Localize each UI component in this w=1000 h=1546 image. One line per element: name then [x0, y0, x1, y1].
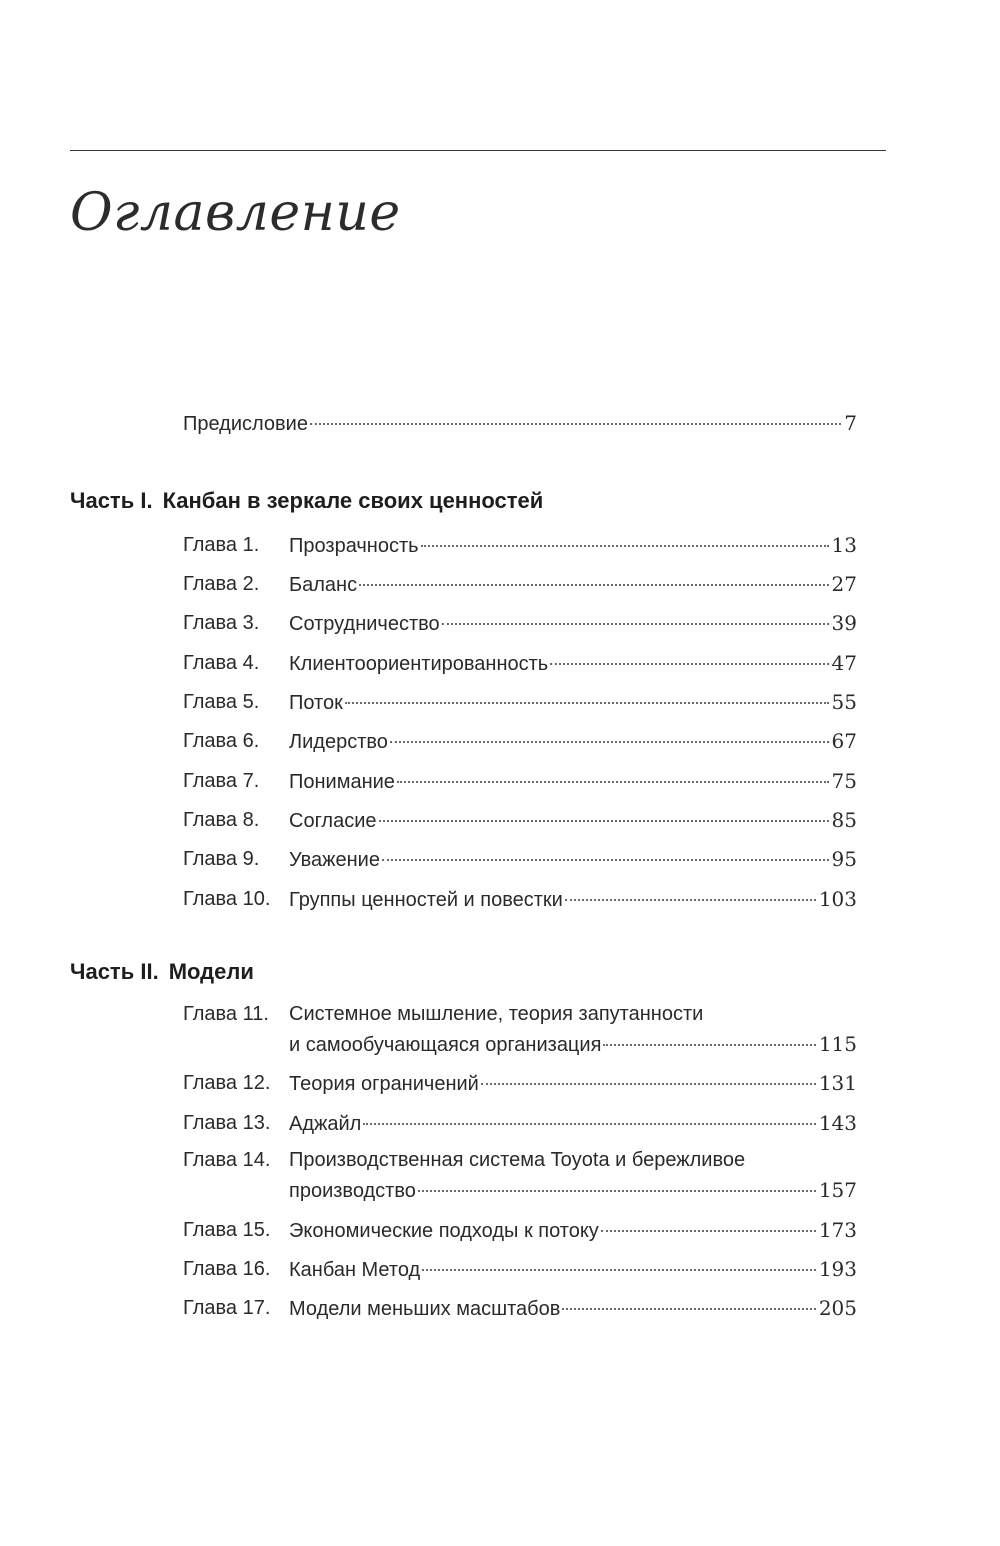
dot-leader	[442, 623, 829, 625]
toc-page-number: 85	[831, 808, 857, 832]
chapter-title: Уважение	[289, 849, 380, 871]
chapter-title: Понимание	[289, 771, 395, 793]
chapter-title: Лидерство	[289, 731, 388, 753]
chapter-title-line-2: производство	[289, 1180, 416, 1202]
toc-entry-chapter-2[interactable]	[183, 569, 857, 599]
toc-entry-chapter-14[interactable]	[183, 1145, 857, 1207]
toc-page-number: 205	[818, 1296, 857, 1320]
toc-entry-title: Предисловие	[183, 413, 308, 435]
toc-page-number: 193	[818, 1257, 857, 1281]
toc-page-number: 157	[818, 1178, 857, 1202]
chapter-title: Модели меньших масштабов	[289, 1298, 561, 1320]
chapter-title-line-2: и самообучающаяся организация	[289, 1034, 602, 1056]
chapter-number: Глава 2.	[183, 573, 260, 595]
toc-page-number: 131	[818, 1071, 857, 1095]
toc-page-number: 13	[831, 533, 857, 557]
chapter-number: Глава 16.	[183, 1258, 271, 1280]
chapter-number: Глава 8.	[183, 809, 260, 831]
toc-entry-chapter-6[interactable]	[183, 726, 857, 756]
toc-entry-chapter-16[interactable]	[183, 1254, 857, 1284]
chapter-title: Согласие	[289, 810, 377, 832]
toc-entry-chapter-4[interactable]	[183, 648, 857, 678]
chapter-title: Сотрудничество	[289, 613, 440, 635]
toc-page-number: 95	[831, 847, 857, 871]
chapter-title: Клиентоориентированность	[289, 653, 549, 675]
dot-leader	[359, 584, 828, 586]
toc-entry-chapter-1[interactable]	[183, 530, 857, 560]
part-heading-2	[70, 955, 254, 989]
toc-entry-chapter-5[interactable]	[183, 687, 857, 717]
chapter-title: Прозрачность	[289, 535, 419, 557]
chapter-number: Глава 6.	[183, 730, 260, 752]
toc-entry-chapter-17[interactable]	[183, 1293, 857, 1323]
chapter-number: Глава 14.	[183, 1149, 271, 1171]
dot-leader	[421, 545, 829, 547]
toc-entry-chapter-13[interactable]	[183, 1108, 857, 1138]
chapter-number: Глава 13.	[183, 1112, 271, 1134]
chapter-title: Аджайл	[289, 1113, 362, 1135]
toc-entry-chapter-11[interactable]	[183, 999, 857, 1061]
chapter-title-line-1: Системное мышление, теория запутанности	[289, 1003, 704, 1025]
dot-leader	[550, 663, 828, 665]
dot-leader	[379, 820, 829, 822]
dot-leader	[363, 1123, 815, 1125]
toc-page-number: 67	[831, 729, 857, 753]
toc-entry-chapter-12[interactable]	[183, 1068, 857, 1098]
part-title: Канбан в зеркале своих ценностей	[162, 488, 544, 513]
dot-leader	[601, 1230, 816, 1232]
toc-page-number: 143	[818, 1111, 857, 1135]
part-title: Модели	[168, 959, 254, 984]
dot-leader	[390, 741, 829, 743]
top-rule	[70, 150, 886, 151]
toc-page-number: 103	[818, 887, 857, 911]
dot-leader	[345, 702, 829, 704]
dot-leader	[481, 1083, 816, 1085]
toc-page-number: 7	[844, 411, 857, 435]
chapter-number: Глава 4.	[183, 652, 260, 674]
part-heading-1	[70, 484, 543, 518]
part-label: Часть I.	[70, 488, 153, 513]
chapter-title-line-1: Производственная система Toyota и бережливое	[289, 1149, 746, 1171]
toc-page-number: 27	[831, 572, 857, 596]
chapter-number: Глава 1.	[183, 534, 260, 556]
dot-leader	[603, 1044, 815, 1046]
chapter-number: Глава 17.	[183, 1297, 271, 1319]
chapter-title: Баланс	[289, 574, 358, 596]
chapter-number: Глава 7.	[183, 770, 260, 792]
chapter-title: Поток	[289, 692, 343, 714]
chapter-number: Глава 10.	[183, 888, 271, 910]
toc-page-number: 75	[831, 769, 857, 793]
toc-page-number: 55	[831, 690, 857, 714]
dot-leader	[565, 899, 816, 901]
chapter-title: Группы ценностей и повестки	[289, 889, 563, 911]
dot-leader	[397, 781, 829, 783]
page-title: Оглавление	[70, 183, 401, 243]
chapter-title: Экономические подходы к потоку	[289, 1220, 599, 1242]
chapter-number: Глава 3.	[183, 612, 260, 634]
toc-entry-chapter-9[interactable]	[183, 844, 857, 874]
toc-page-number: 173	[818, 1218, 857, 1242]
part-label: Часть II.	[70, 959, 159, 984]
chapter-title: Канбан Метод	[289, 1259, 421, 1281]
toc-entry-chapter-8[interactable]	[183, 805, 857, 835]
toc-entry-chapter-3[interactable]	[183, 608, 857, 638]
chapter-number: Глава 11.	[183, 1003, 269, 1025]
toc-page-number: 47	[831, 651, 857, 675]
toc-page-number: 115	[818, 1032, 857, 1056]
chapter-number: Глава 15.	[183, 1219, 271, 1241]
chapter-number: Глава 9.	[183, 848, 260, 870]
dot-leader	[418, 1190, 816, 1192]
chapter-number: Глава 12.	[183, 1072, 271, 1094]
toc-page-number: 39	[831, 611, 857, 635]
toc-entry-preface[interactable]	[183, 408, 857, 438]
chapter-number: Глава 5.	[183, 691, 260, 713]
toc-entry-chapter-15[interactable]	[183, 1215, 857, 1245]
dot-leader	[422, 1269, 816, 1271]
dot-leader	[310, 423, 841, 425]
toc-entry-chapter-10[interactable]	[183, 884, 857, 914]
dot-leader	[562, 1308, 815, 1310]
toc-entry-chapter-7[interactable]	[183, 766, 857, 796]
dot-leader	[382, 859, 829, 861]
chapter-title: Теория ограничений	[289, 1073, 479, 1095]
